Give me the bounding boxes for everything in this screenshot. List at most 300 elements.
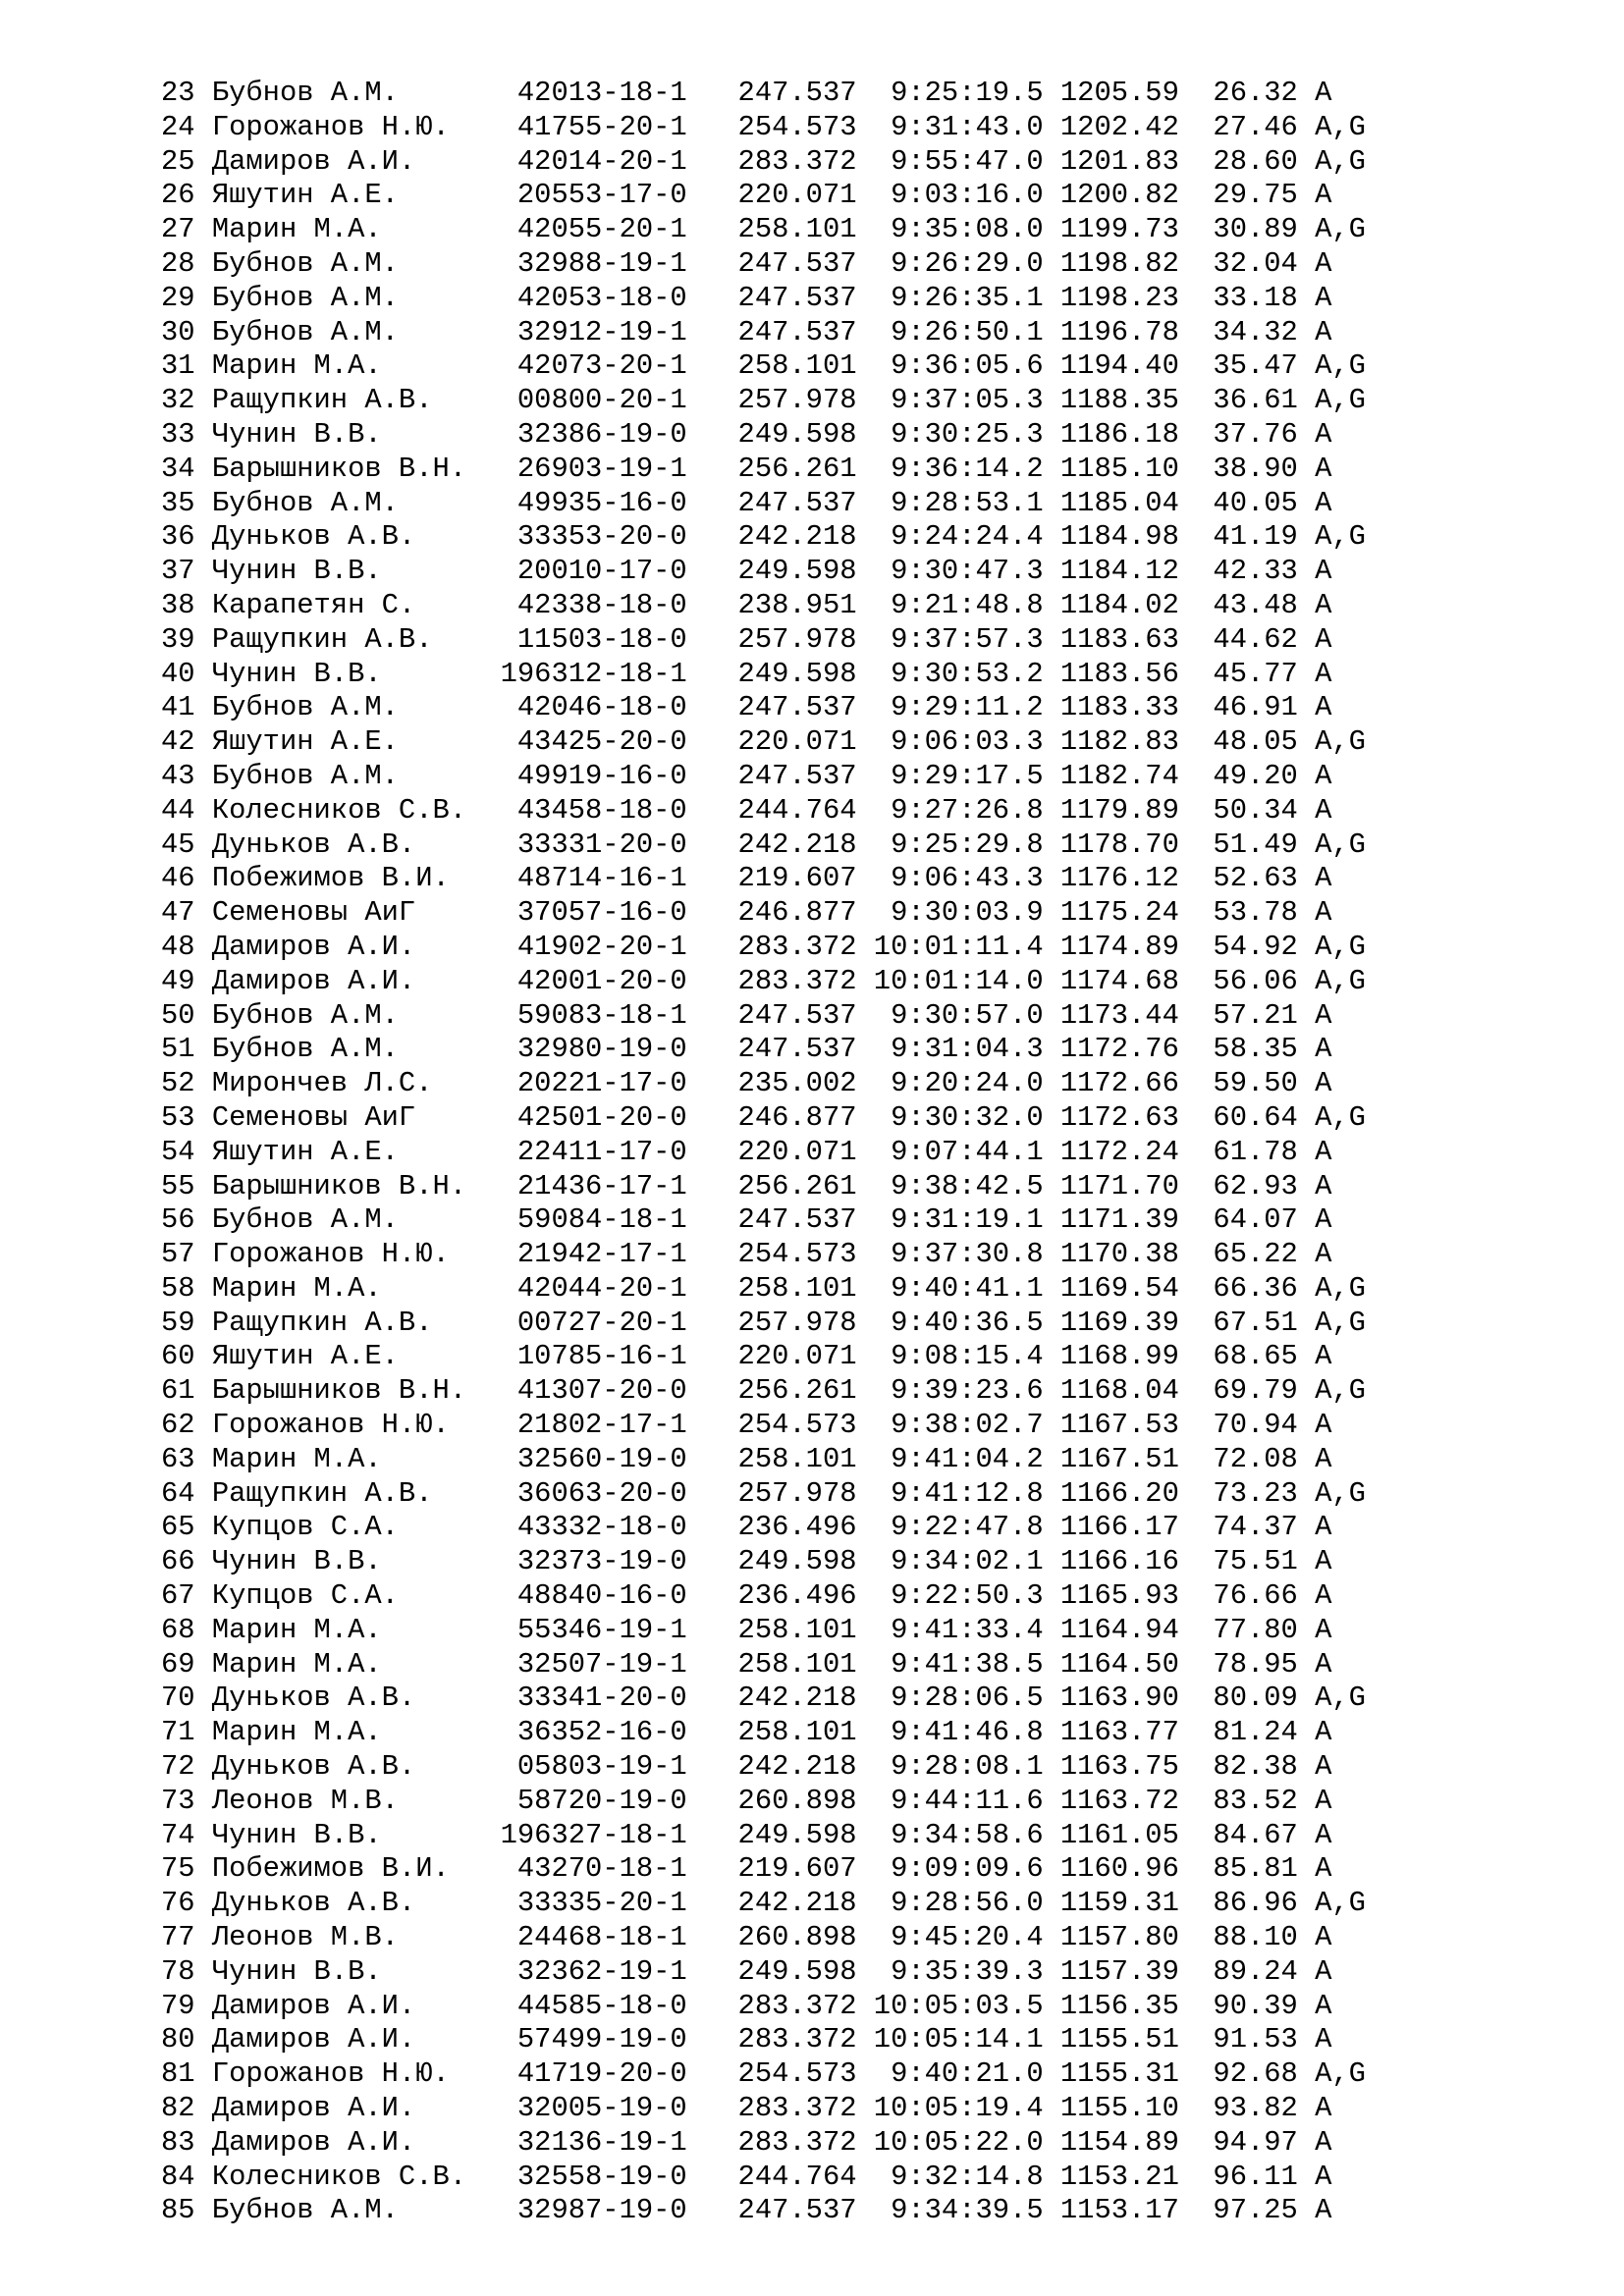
cell-coef: 51.49 [1178, 828, 1298, 861]
table-row [161, 2023, 1366, 2057]
cell-ring: 57499-19-0 [483, 2023, 687, 2056]
cell-ring: 42044-20-1 [483, 1271, 687, 1305]
cell-ring: 37057-16-0 [483, 896, 687, 930]
cell-ring: 32988-19-1 [483, 246, 687, 280]
cell-speed: 1164.94 [1043, 1613, 1179, 1646]
cell-place: 46 [161, 862, 212, 895]
cell-ring: 21802-17-1 [483, 1409, 687, 1442]
cell-flags: A [1297, 486, 1332, 519]
cell-name: Дамиров А.И. [211, 964, 484, 997]
cell-place: 35 [161, 486, 212, 519]
cell-distance: 283.372 [686, 930, 857, 963]
cell-place: 81 [161, 2057, 212, 2091]
cell-flags: A,G [1297, 1271, 1366, 1305]
cell-ring: 33353-20-0 [483, 520, 687, 554]
cell-place: 85 [161, 2194, 212, 2227]
cell-place: 58 [161, 1271, 212, 1305]
cell-coef: 40.05 [1178, 486, 1298, 519]
cell-speed: 1153.17 [1043, 2194, 1179, 2227]
cell-speed: 1176.12 [1043, 862, 1179, 895]
cell-speed: 1163.90 [1043, 1682, 1179, 1715]
cell-distance: 219.607 [686, 1852, 857, 1886]
cell-time: 9:28:06.5 [856, 1682, 1044, 1715]
cell-distance: 242.218 [686, 520, 857, 554]
cell-time: 9:41:46.8 [856, 1716, 1044, 1749]
cell-coef: 52.63 [1178, 862, 1298, 895]
cell-ring: 00727-20-1 [483, 1306, 687, 1339]
cell-speed: 1186.18 [1043, 417, 1179, 451]
cell-coef: 41.19 [1178, 520, 1298, 554]
cell-flags: A,G [1297, 1306, 1366, 1339]
cell-speed: 1183.33 [1043, 691, 1179, 724]
cell-coef: 57.21 [1178, 998, 1298, 1032]
cell-time: 9:45:20.4 [856, 1921, 1044, 1954]
cell-speed: 1188.35 [1043, 384, 1179, 417]
cell-ring: 32987-19-0 [483, 2194, 687, 2227]
cell-place: 76 [161, 1887, 212, 1920]
cell-place: 42 [161, 725, 212, 759]
cell-speed: 1172.63 [1043, 1100, 1179, 1134]
table-row [161, 896, 1366, 931]
cell-place: 37 [161, 555, 212, 588]
cell-place: 49 [161, 964, 212, 997]
cell-coef: 38.90 [1178, 452, 1298, 485]
cell-coef: 65.22 [1178, 1238, 1298, 1271]
cell-flags: A [1297, 588, 1332, 621]
cell-distance: 283.372 [686, 2023, 857, 2056]
cell-speed: 1174.89 [1043, 930, 1179, 963]
cell-place: 45 [161, 828, 212, 861]
cell-ring: 42014-20-1 [483, 144, 687, 178]
table-row [161, 623, 1366, 658]
cell-distance: 258.101 [686, 1647, 857, 1681]
cell-speed: 1198.82 [1043, 246, 1179, 280]
cell-flags: A [1297, 622, 1332, 656]
cell-speed: 1201.83 [1043, 144, 1179, 178]
cell-distance: 257.978 [686, 622, 857, 656]
cell-time: 10:01:14.0 [856, 964, 1044, 997]
cell-speed: 1167.53 [1043, 1409, 1179, 1442]
cell-ring: 42073-20-1 [483, 349, 687, 383]
cell-name: Горожанов Н.Ю. [211, 1238, 484, 1271]
cell-time: 10:05:19.4 [856, 2092, 1044, 2125]
table-row [161, 2161, 1366, 2195]
cell-ring: 43425-20-0 [483, 725, 687, 759]
cell-speed: 1198.23 [1043, 281, 1179, 314]
cell-flags: A [1297, 862, 1332, 895]
cell-time: 9:28:08.1 [856, 1750, 1044, 1784]
cell-name: Бубнов А.М. [211, 1203, 484, 1237]
cell-name: Марин М.А. [211, 1716, 484, 1749]
cell-time: 9:03:16.0 [856, 179, 1044, 212]
cell-ring: 196312-18-1 [483, 657, 687, 690]
cell-flags: A [1297, 1169, 1332, 1202]
cell-speed: 1153.21 [1043, 2160, 1179, 2193]
cell-name: Ращупкин А.В. [211, 622, 484, 656]
cell-flags: A [1297, 2194, 1332, 2227]
cell-name: Горожанов Н.Ю. [211, 110, 484, 143]
cell-speed: 1163.77 [1043, 1716, 1179, 1749]
cell-name: Бубнов А.М. [211, 759, 484, 792]
cell-flags: A [1297, 1818, 1332, 1851]
cell-flags: A,G [1297, 520, 1366, 554]
cell-speed: 1166.20 [1043, 1476, 1179, 1510]
cell-name: Яшутин А.Е. [211, 725, 484, 759]
cell-coef: 91.53 [1178, 2023, 1298, 2056]
cell-time: 9:32:14.8 [856, 2160, 1044, 2193]
cell-coef: 70.94 [1178, 1409, 1298, 1442]
cell-time: 9:21:48.8 [856, 588, 1044, 621]
cell-name: Дуньков А.В. [211, 828, 484, 861]
table-row [161, 658, 1366, 692]
cell-flags: A [1297, 555, 1332, 588]
cell-name: Бубнов А.М. [211, 691, 484, 724]
cell-speed: 1179.89 [1043, 793, 1179, 827]
cell-flags: A,G [1297, 2057, 1366, 2091]
table-row [161, 1750, 1366, 1785]
cell-distance: 238.951 [686, 588, 857, 621]
cell-coef: 96.11 [1178, 2160, 1298, 2193]
cell-time: 9:39:23.6 [856, 1374, 1044, 1408]
cell-ring: 32558-19-0 [483, 2160, 687, 2193]
table-row [161, 589, 1366, 623]
cell-flags: A [1297, 1750, 1332, 1784]
cell-distance: 258.101 [686, 1442, 857, 1475]
cell-time: 9:29:17.5 [856, 759, 1044, 792]
cell-name: Бубнов А.М. [211, 281, 484, 314]
cell-flags: A [1297, 179, 1332, 212]
cell-coef: 50.34 [1178, 793, 1298, 827]
cell-name: Побежимов В.И. [211, 1852, 484, 1886]
cell-ring: 00800-20-1 [483, 384, 687, 417]
cell-place: 30 [161, 315, 212, 348]
table-row [161, 487, 1366, 521]
cell-speed: 1183.56 [1043, 657, 1179, 690]
cell-place: 50 [161, 998, 212, 1032]
cell-speed: 1184.12 [1043, 555, 1179, 588]
cell-time: 9:07:44.1 [856, 1135, 1044, 1168]
cell-time: 10:05:22.0 [856, 2125, 1044, 2159]
cell-place: 27 [161, 213, 212, 246]
cell-coef: 43.48 [1178, 588, 1298, 621]
cell-speed: 1159.31 [1043, 1887, 1179, 1920]
cell-flags: A [1297, 657, 1332, 690]
table-row [161, 213, 1366, 247]
cell-distance: 257.978 [686, 1476, 857, 1510]
cell-time: 9:31:43.0 [856, 110, 1044, 143]
cell-time: 9:25:19.5 [856, 77, 1044, 109]
cell-speed: 1164.50 [1043, 1647, 1179, 1681]
cell-name: Купцов С.А. [211, 1511, 484, 1544]
cell-coef: 42.33 [1178, 555, 1298, 588]
cell-coef: 69.79 [1178, 1374, 1298, 1408]
cell-ring: 36063-20-0 [483, 1476, 687, 1510]
cell-distance: 242.218 [686, 828, 857, 861]
cell-distance: 246.877 [686, 1100, 857, 1134]
cell-distance: 247.537 [686, 1203, 857, 1237]
cell-distance: 249.598 [686, 1954, 857, 1988]
cell-flags: A [1297, 417, 1332, 451]
cell-ring: 42053-18-0 [483, 281, 687, 314]
cell-time: 9:34:39.5 [856, 2194, 1044, 2227]
cell-ring: 55346-19-1 [483, 1613, 687, 1646]
cell-speed: 1184.02 [1043, 588, 1179, 621]
cell-distance: 258.101 [686, 1716, 857, 1749]
cell-ring: 41307-20-0 [483, 1374, 687, 1408]
cell-place: 25 [161, 144, 212, 178]
cell-flags: A [1297, 1409, 1332, 1442]
table-row [161, 1648, 1366, 1682]
cell-speed: 1171.39 [1043, 1203, 1179, 1237]
cell-distance: 249.598 [686, 555, 857, 588]
cell-name: Ращупкин А.В. [211, 384, 484, 417]
cell-speed: 1205.59 [1043, 77, 1179, 109]
cell-name: Дамиров А.И. [211, 2092, 484, 2125]
cell-distance: 220.071 [686, 1135, 857, 1168]
cell-time: 9:06:43.3 [856, 862, 1044, 895]
cell-ring: 32362-19-1 [483, 1954, 687, 1988]
cell-flags: A,G [1297, 930, 1366, 963]
cell-coef: 86.96 [1178, 1887, 1298, 1920]
cell-time: 9:27:26.8 [856, 793, 1044, 827]
cell-time: 9:34:02.1 [856, 1545, 1044, 1578]
table-row [161, 1682, 1366, 1716]
cell-speed: 1157.39 [1043, 1954, 1179, 1988]
cell-flags: A,G [1297, 384, 1366, 417]
cell-speed: 1163.75 [1043, 1750, 1179, 1784]
cell-speed: 1155.31 [1043, 2057, 1179, 2091]
cell-ring: 49935-16-0 [483, 486, 687, 519]
cell-distance: 283.372 [686, 2092, 857, 2125]
cell-name: Чунин В.В. [211, 1545, 484, 1578]
cell-time: 9:37:05.3 [856, 384, 1044, 417]
cell-coef: 78.95 [1178, 1647, 1298, 1681]
cell-name: Яшутин А.Е. [211, 1340, 484, 1373]
cell-distance: 260.898 [686, 1784, 857, 1817]
cell-ring: 58720-19-0 [483, 1784, 687, 1817]
cell-place: 32 [161, 384, 212, 417]
cell-place: 41 [161, 691, 212, 724]
table-row [161, 1819, 1366, 1853]
cell-distance: 254.573 [686, 2057, 857, 2091]
cell-flags: A,G [1297, 964, 1366, 997]
cell-coef: 82.38 [1178, 1750, 1298, 1784]
cell-ring: 32136-19-1 [483, 2125, 687, 2159]
cell-flags: A,G [1297, 213, 1366, 246]
cell-ring: 59083-18-1 [483, 998, 687, 1032]
table-row [161, 828, 1366, 863]
cell-ring: 21942-17-1 [483, 1238, 687, 1271]
cell-ring: 32507-19-1 [483, 1647, 687, 1681]
cell-coef: 81.24 [1178, 1716, 1298, 1749]
cell-name: Семеновы АиГ [211, 1100, 484, 1134]
cell-speed: 1168.04 [1043, 1374, 1179, 1408]
cell-speed: 1166.17 [1043, 1511, 1179, 1544]
cell-coef: 84.67 [1178, 1818, 1298, 1851]
table-row [161, 1340, 1366, 1374]
table-row [161, 1921, 1366, 1955]
cell-name: Бубнов А.М. [211, 1033, 484, 1066]
cell-coef: 35.47 [1178, 349, 1298, 383]
cell-name: Бубнов А.М. [211, 77, 484, 109]
cell-speed: 1196.78 [1043, 315, 1179, 348]
cell-speed: 1161.05 [1043, 1818, 1179, 1851]
cell-time: 9:41:38.5 [856, 1647, 1044, 1681]
table-row [161, 1955, 1366, 1990]
cell-place: 29 [161, 281, 212, 314]
cell-coef: 32.04 [1178, 246, 1298, 280]
cell-place: 67 [161, 1579, 212, 1613]
cell-coef: 68.65 [1178, 1340, 1298, 1373]
cell-time: 9:40:36.5 [856, 1306, 1044, 1339]
cell-speed: 1183.63 [1043, 622, 1179, 656]
cell-speed: 1185.04 [1043, 486, 1179, 519]
cell-distance: 256.261 [686, 452, 857, 485]
cell-flags: A,G [1297, 1374, 1366, 1408]
cell-place: 28 [161, 246, 212, 280]
cell-name: Карапетян С. [211, 588, 484, 621]
cell-speed: 1184.98 [1043, 520, 1179, 554]
cell-distance: 258.101 [686, 1613, 857, 1646]
cell-place: 52 [161, 1067, 212, 1100]
cell-name: Бубнов А.М. [211, 998, 484, 1032]
cell-time: 9:41:04.2 [856, 1442, 1044, 1475]
cell-ring: 20553-17-0 [483, 179, 687, 212]
cell-name: Бубнов А.М. [211, 246, 484, 280]
cell-ring: 41902-20-1 [483, 930, 687, 963]
cell-time: 9:24:24.4 [856, 520, 1044, 554]
cell-speed: 1185.10 [1043, 452, 1179, 485]
cell-speed: 1178.70 [1043, 828, 1179, 861]
cell-name: Горожанов Н.Ю. [211, 2057, 484, 2091]
cell-flags: A [1297, 1203, 1332, 1237]
cell-coef: 97.25 [1178, 2194, 1298, 2227]
cell-speed: 1174.68 [1043, 964, 1179, 997]
cell-speed: 1169.39 [1043, 1306, 1179, 1339]
cell-ring: 41755-20-1 [483, 110, 687, 143]
cell-coef: 53.78 [1178, 896, 1298, 930]
cell-distance: 235.002 [686, 1067, 857, 1100]
cell-flags: A [1297, 77, 1332, 109]
cell-distance: 247.537 [686, 281, 857, 314]
cell-coef: 60.64 [1178, 1100, 1298, 1134]
cell-distance: 247.537 [686, 691, 857, 724]
table-row [161, 965, 1366, 999]
table-row [161, 2126, 1366, 2161]
cell-flags: A [1297, 281, 1332, 314]
cell-time: 9:37:57.3 [856, 622, 1044, 656]
table-row [161, 1716, 1366, 1750]
cell-ring: 24468-18-1 [483, 1921, 687, 1954]
cell-place: 63 [161, 1442, 212, 1475]
cell-name: Дамиров А.И. [211, 144, 484, 178]
cell-time: 10:05:03.5 [856, 1989, 1044, 2022]
cell-name: Дамиров А.И. [211, 930, 484, 963]
table-row [161, 111, 1366, 145]
cell-distance: 249.598 [686, 657, 857, 690]
cell-time: 9:30:03.9 [856, 896, 1044, 930]
cell-place: 60 [161, 1340, 212, 1373]
cell-flags: A,G [1297, 1682, 1366, 1715]
cell-distance: 249.598 [686, 1818, 857, 1851]
cell-name: Купцов С.А. [211, 1579, 484, 1613]
cell-flags: A [1297, 2023, 1332, 2056]
cell-speed: 1202.42 [1043, 110, 1179, 143]
cell-ring: 32005-19-0 [483, 2092, 687, 2125]
cell-coef: 73.23 [1178, 1476, 1298, 1510]
cell-time: 9:30:47.3 [856, 555, 1044, 588]
cell-flags: A [1297, 793, 1332, 827]
cell-time: 9:37:30.8 [856, 1238, 1044, 1271]
cell-flags: A [1297, 1033, 1332, 1066]
table-row [161, 999, 1366, 1034]
cell-ring: 48840-16-0 [483, 1579, 687, 1613]
cell-distance: 242.218 [686, 1750, 857, 1784]
table-row [161, 1136, 1366, 1170]
cell-flags: A [1297, 315, 1332, 348]
table-row [161, 1852, 1366, 1887]
cell-distance: 244.764 [686, 2160, 857, 2193]
cell-name: Дуньков А.В. [211, 1682, 484, 1715]
cell-speed: 1172.24 [1043, 1135, 1179, 1168]
cell-distance: 256.261 [686, 1374, 857, 1408]
cell-distance: 247.537 [686, 77, 857, 109]
cell-distance: 260.898 [686, 1921, 857, 1954]
cell-ring: 44585-18-0 [483, 1989, 687, 2022]
cell-place: 78 [161, 1954, 212, 1988]
cell-coef: 72.08 [1178, 1442, 1298, 1475]
cell-place: 68 [161, 1613, 212, 1646]
cell-flags: A [1297, 2092, 1332, 2125]
cell-coef: 85.81 [1178, 1852, 1298, 1886]
cell-name: Марин М.А. [211, 1647, 484, 1681]
cell-ring: 48714-16-1 [483, 862, 687, 895]
cell-speed: 1157.80 [1043, 1921, 1179, 1954]
cell-coef: 89.24 [1178, 1954, 1298, 1988]
cell-time: 9:20:24.0 [856, 1067, 1044, 1100]
cell-flags: A [1297, 1852, 1332, 1886]
table-row [161, 1477, 1366, 1512]
cell-ring: 21436-17-1 [483, 1169, 687, 1202]
cell-distance: 246.877 [686, 896, 857, 930]
cell-flags: A,G [1297, 725, 1366, 759]
cell-name: Побежимов В.И. [211, 862, 484, 895]
cell-distance: 257.978 [686, 1306, 857, 1339]
cell-distance: 219.607 [686, 862, 857, 895]
cell-coef: 76.66 [1178, 1579, 1298, 1613]
cell-coef: 54.92 [1178, 930, 1298, 963]
cell-ring: 196327-18-1 [483, 1818, 687, 1851]
cell-distance: 247.537 [686, 998, 857, 1032]
cell-coef: 90.39 [1178, 1989, 1298, 2022]
cell-coef: 44.62 [1178, 622, 1298, 656]
cell-distance: 247.537 [686, 486, 857, 519]
cell-place: 31 [161, 349, 212, 383]
cell-coef: 94.97 [1178, 2125, 1298, 2159]
cell-speed: 1194.40 [1043, 349, 1179, 383]
cell-time: 9:28:56.0 [856, 1887, 1044, 1920]
cell-coef: 36.61 [1178, 384, 1298, 417]
cell-ring: 42046-18-0 [483, 691, 687, 724]
cell-speed: 1172.76 [1043, 1033, 1179, 1066]
cell-coef: 93.82 [1178, 2092, 1298, 2125]
cell-ring: 42501-20-0 [483, 1100, 687, 1134]
cell-name: Дуньков А.В. [211, 520, 484, 554]
cell-flags: A [1297, 246, 1332, 280]
cell-time: 9:35:08.0 [856, 213, 1044, 246]
table-row [161, 1887, 1366, 1921]
cell-ring: 42013-18-1 [483, 77, 687, 109]
